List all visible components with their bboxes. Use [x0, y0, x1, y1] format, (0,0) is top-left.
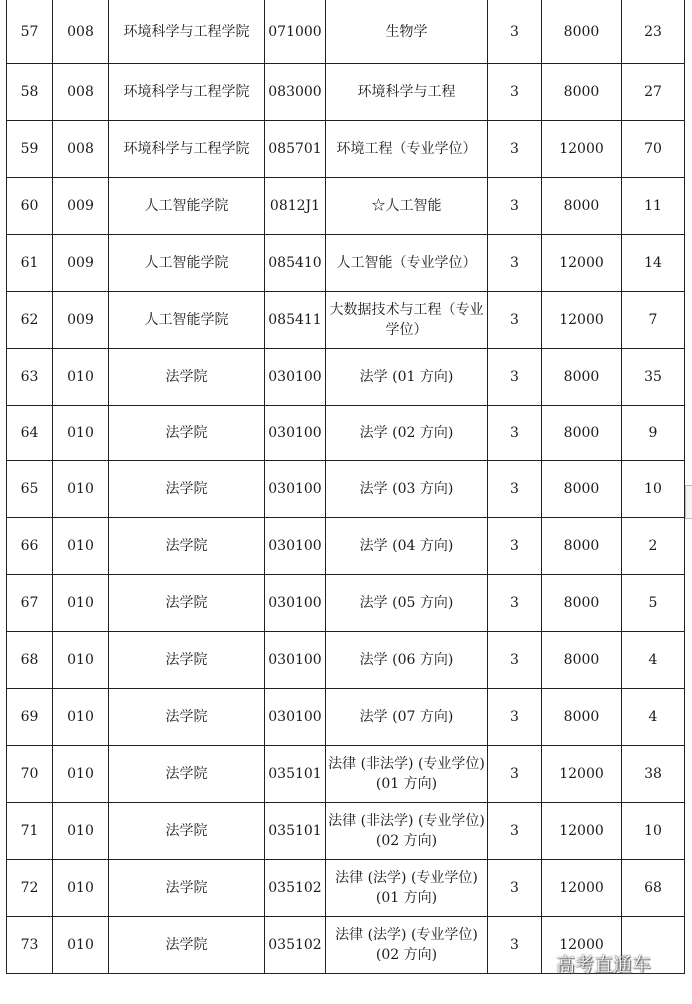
years-cell: 3 [488, 235, 542, 292]
major-name-cell: 法律 (法学) (专业学位) (02 方向) [326, 917, 488, 974]
major-code-cell: 035102 [265, 860, 326, 917]
row-number: 60 [7, 178, 53, 235]
major-code-cell: 085411 [265, 292, 326, 349]
dept-name-cell: 法学院 [109, 689, 265, 746]
major-code-cell: 030100 [265, 689, 326, 746]
fee-cell: 8000 [542, 461, 622, 518]
major-code-cell: 030100 [265, 632, 326, 689]
major-code-cell: 030100 [265, 349, 326, 406]
major-code-cell: 035101 [265, 746, 326, 803]
row-number: 69 [7, 689, 53, 746]
dept-name-cell: 法学院 [109, 632, 265, 689]
row-number: 66 [7, 518, 53, 575]
fee-cell: 8000 [542, 178, 622, 235]
dept-name-cell: 环境科学与工程学院 [109, 0, 265, 64]
row-number: 70 [7, 746, 53, 803]
major-code-cell: 030100 [265, 575, 326, 632]
major-name-cell: 大数据技术与工程（专业学位） [326, 292, 488, 349]
years-cell: 3 [488, 917, 542, 974]
count-cell: 5 [622, 575, 685, 632]
years-cell: 3 [488, 292, 542, 349]
fee-cell: 8000 [542, 349, 622, 406]
row-number: 68 [7, 632, 53, 689]
dept-code-cell: 009 [53, 292, 109, 349]
major-code-cell: 085410 [265, 235, 326, 292]
dept-name-cell: 法学院 [109, 917, 265, 974]
row-number: 65 [7, 461, 53, 518]
count-cell: 9 [622, 406, 685, 461]
years-cell: 3 [488, 349, 542, 406]
table-body [7, 0, 685, 974]
years-cell: 3 [488, 64, 542, 121]
dept-name-cell: 环境科学与工程学院 [109, 121, 265, 178]
count-cell: 35 [622, 349, 685, 406]
admissions-table [6, 0, 685, 974]
fee-cell: 12000 [542, 235, 622, 292]
fee-cell: 12000 [542, 746, 622, 803]
dept-code-cell: 010 [53, 689, 109, 746]
fee-cell: 8000 [542, 689, 622, 746]
major-name-cell: 生物学 [326, 0, 488, 64]
fee-cell: 12000 [542, 860, 622, 917]
major-name-cell: 法律 (法学) (专业学位) (01 方向) [326, 860, 488, 917]
major-name-cell: 环境工程（专业学位） [326, 121, 488, 178]
major-name-cell: 法学 (02 方向) [326, 406, 488, 461]
major-code-cell: 030100 [265, 461, 326, 518]
fee-cell: 12000 [542, 917, 622, 974]
major-code-cell: 035102 [265, 917, 326, 974]
table-row [7, 632, 685, 689]
years-cell: 3 [488, 0, 542, 64]
row-number: 63 [7, 349, 53, 406]
fee-cell: 12000 [542, 121, 622, 178]
table-row [7, 518, 685, 575]
dept-code-cell: 010 [53, 461, 109, 518]
years-cell: 3 [488, 860, 542, 917]
major-code-cell: 071000 [265, 0, 326, 64]
table-row [7, 178, 685, 235]
table-row [7, 803, 685, 860]
dept-code-cell: 008 [53, 0, 109, 64]
major-name-cell: 法律 (非法学) (专业学位) (02 方向) [326, 803, 488, 860]
dept-code-cell: 008 [53, 121, 109, 178]
dept-name-cell: 法学院 [109, 518, 265, 575]
dept-name-cell: 人工智能学院 [109, 178, 265, 235]
years-cell: 3 [488, 178, 542, 235]
major-code-cell: 0812J1 [265, 178, 326, 235]
major-name-cell: 法学 (03 方向) [326, 461, 488, 518]
count-cell: 10 [622, 461, 685, 518]
fee-cell: 12000 [542, 803, 622, 860]
major-name-cell: 法学 (04 方向) [326, 518, 488, 575]
major-code-cell: 083000 [265, 64, 326, 121]
row-number: 71 [7, 803, 53, 860]
table-row [7, 64, 685, 121]
fee-cell: 8000 [542, 518, 622, 575]
dept-name-cell: 法学院 [109, 461, 265, 518]
dept-name-cell: 法学院 [109, 803, 265, 860]
major-code-cell: 030100 [265, 406, 326, 461]
major-name-cell: 法学 (06 方向) [326, 632, 488, 689]
major-name-cell: 法学 (05 方向) [326, 575, 488, 632]
row-number: 61 [7, 235, 53, 292]
table-row [7, 349, 685, 406]
years-cell: 3 [488, 461, 542, 518]
count-cell: 38 [622, 746, 685, 803]
years-cell: 3 [488, 803, 542, 860]
fee-cell: 8000 [542, 64, 622, 121]
fee-cell: 12000 [542, 292, 622, 349]
count-cell: 10 [622, 803, 685, 860]
major-code-cell: 085701 [265, 121, 326, 178]
dept-code-cell: 010 [53, 803, 109, 860]
table-row [7, 746, 685, 803]
row-number: 72 [7, 860, 53, 917]
table-row [7, 860, 685, 917]
count-cell: 4 [622, 689, 685, 746]
years-cell: 3 [488, 632, 542, 689]
count-cell: 70 [622, 121, 685, 178]
dept-code-cell: 010 [53, 746, 109, 803]
dept-name-cell: 人工智能学院 [109, 292, 265, 349]
table-row [7, 575, 685, 632]
major-name-cell: 环境科学与工程 [326, 64, 488, 121]
dept-name-cell: 环境科学与工程学院 [109, 64, 265, 121]
dept-code-cell: 010 [53, 917, 109, 974]
count-cell: 2 [622, 518, 685, 575]
major-name-cell: 法律 (非法学) (专业学位) (01 方向) [326, 746, 488, 803]
fee-cell: 8000 [542, 575, 622, 632]
dept-code-cell: 010 [53, 575, 109, 632]
major-name-cell: ☆人工智能 [326, 178, 488, 235]
table-row [7, 235, 685, 292]
scrollbar-stub[interactable] [685, 485, 692, 519]
table-row [7, 406, 685, 461]
years-cell: 3 [488, 406, 542, 461]
fee-cell: 8000 [542, 0, 622, 64]
row-number: 67 [7, 575, 53, 632]
row-number: 58 [7, 64, 53, 121]
watermark: 高考直通车 [556, 954, 652, 976]
table-row [7, 121, 685, 178]
dept-code-cell: 010 [53, 406, 109, 461]
count-cell: 14 [622, 235, 685, 292]
major-name-cell: 法学 (01 方向) [326, 349, 488, 406]
major-name-cell: 人工智能（专业学位） [326, 235, 488, 292]
table-row [7, 292, 685, 349]
dept-name-cell: 人工智能学院 [109, 235, 265, 292]
dept-name-cell: 法学院 [109, 860, 265, 917]
years-cell: 3 [488, 121, 542, 178]
major-name-cell: 法学 (07 方向) [326, 689, 488, 746]
fee-cell: 8000 [542, 632, 622, 689]
table-row [7, 0, 685, 64]
row-number: 57 [7, 0, 53, 64]
count-cell: 23 [622, 0, 685, 64]
table-row [7, 461, 685, 518]
row-number: 64 [7, 406, 53, 461]
dept-code-cell: 010 [53, 518, 109, 575]
row-number: 73 [7, 917, 53, 974]
dept-name-cell: 法学院 [109, 349, 265, 406]
years-cell: 3 [488, 518, 542, 575]
major-code-cell: 035101 [265, 803, 326, 860]
count-cell: 68 [622, 860, 685, 917]
years-cell: 3 [488, 746, 542, 803]
dept-code-cell: 010 [53, 632, 109, 689]
row-number: 59 [7, 121, 53, 178]
table-row [7, 689, 685, 746]
dept-code-cell: 010 [53, 860, 109, 917]
dept-name-cell: 法学院 [109, 406, 265, 461]
count-cell: 4 [622, 632, 685, 689]
dept-code-cell: 008 [53, 64, 109, 121]
count-cell: 27 [622, 64, 685, 121]
years-cell: 3 [488, 689, 542, 746]
count-cell: 7 [622, 292, 685, 349]
dept-code-cell: 009 [53, 235, 109, 292]
row-number: 62 [7, 292, 53, 349]
fee-cell: 8000 [542, 406, 622, 461]
dept-name-cell: 法学院 [109, 575, 265, 632]
dept-code-cell: 010 [53, 349, 109, 406]
dept-name-cell: 法学院 [109, 746, 265, 803]
major-code-cell: 030100 [265, 518, 326, 575]
dept-code-cell: 009 [53, 178, 109, 235]
count-cell: 11 [622, 178, 685, 235]
years-cell: 3 [488, 575, 542, 632]
